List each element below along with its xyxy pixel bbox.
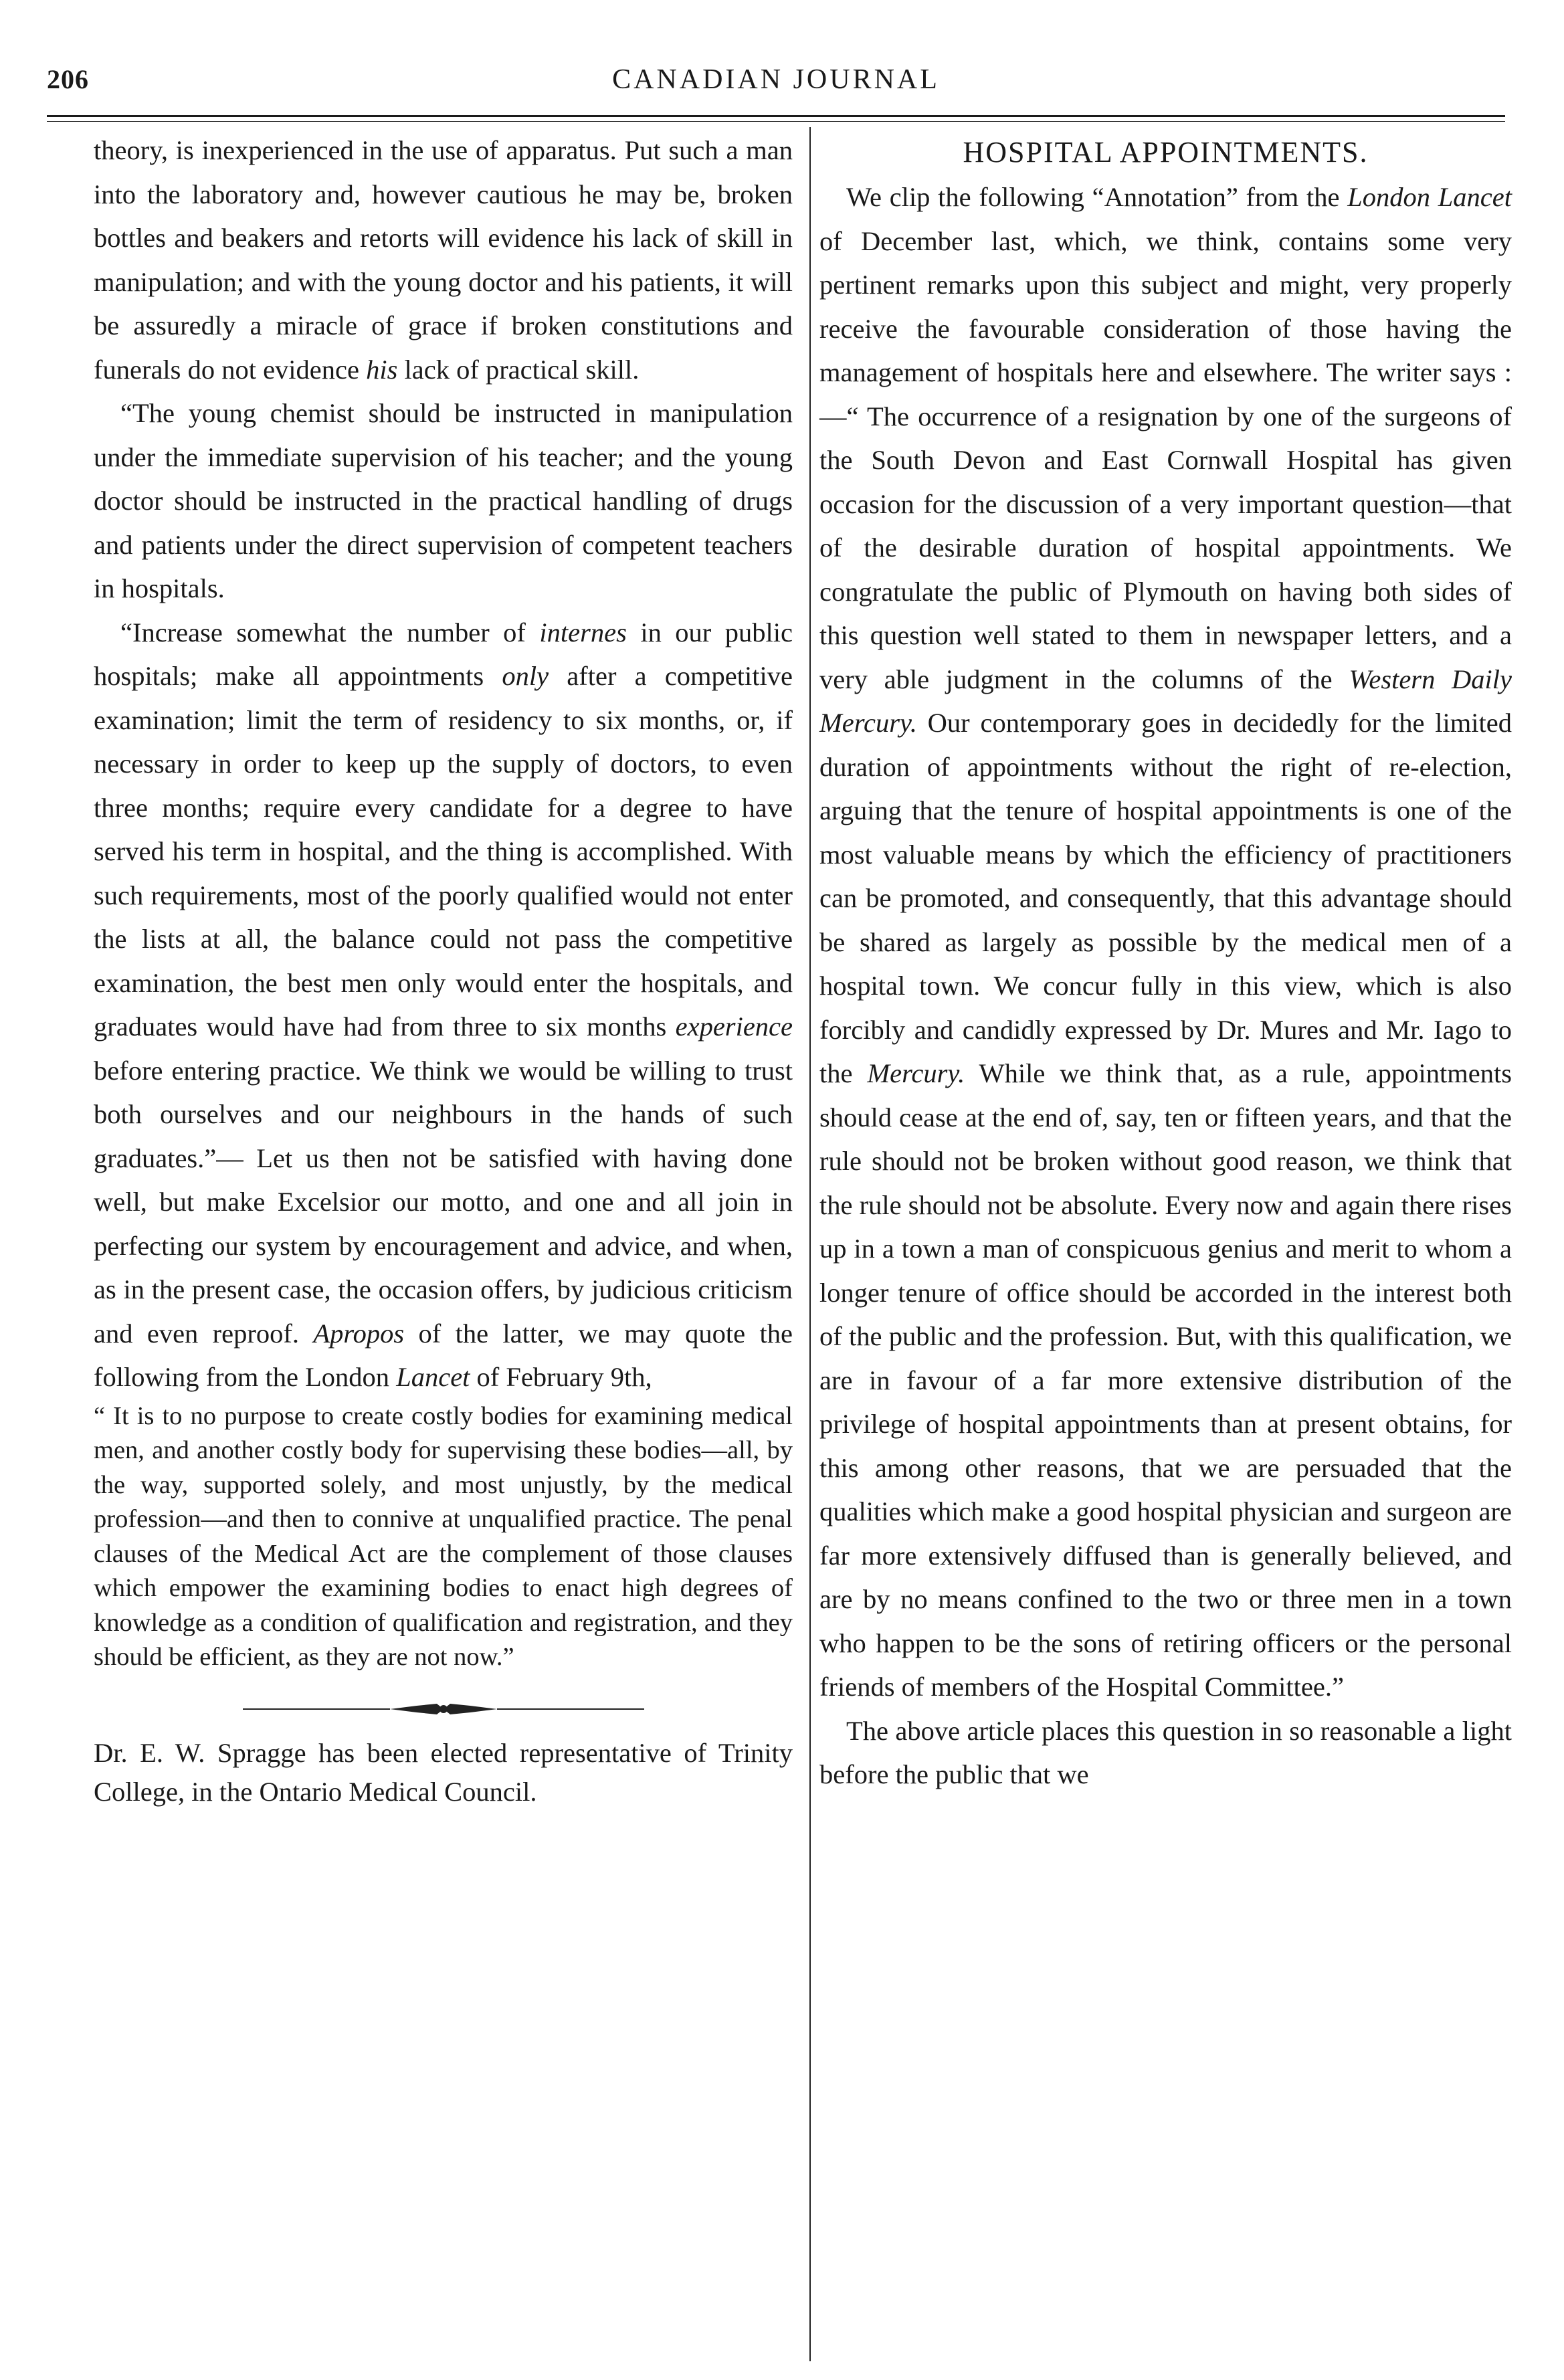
left-p3-em-only: only [502, 661, 549, 691]
appointment-notice: Dr. E. W. Spragge has been elected representative of Trinity College, in the Ontario Medical Council. [94, 1737, 793, 1807]
left-p3-d: before entering practice. We think we would be willing to trust both ourselves and our neighbours in the hands of such graduates.”— Let us then not be satisfied with having done well, but make Excelsior our motto, and one and all join in perfecting our system by encouragement and advice, and when, as in the present case, the occasion offers, by judicious criticism and even reproof. [94, 1055, 793, 1349]
page-number: 206 [47, 64, 89, 94]
left-p3-a: “Increase somewhat the number of [120, 617, 540, 648]
right-paragraph-1 [819, 175, 1512, 1709]
left-p1-end: lack of practical skill. [397, 354, 640, 385]
left-p3-em-lancet: Lancet [396, 1362, 470, 1392]
ornamental-rule-icon [236, 1702, 651, 1716]
section-title: HOSPITAL APPOINTMENTS. [963, 136, 1369, 169]
left-column [94, 128, 793, 1811]
running-head-title: CANADIAN JOURNAL [612, 64, 940, 95]
right-paragraph-2: The above article places this question in so reasonable a light before the public that we [819, 1715, 1512, 1789]
left-p1-text: theory, is inexperienced in the use of apparatus. Put such a man into the laboratory and, however cautious he may be, broken bottles and beakers and retorts will evidence his lack of skill in manipulation; and with the young doctor and his patients, it will be assuredly a miracle of grace if broken constitutions and funerals do not evidence [94, 135, 793, 385]
left-p3-f: of February 9th, [470, 1362, 652, 1392]
left-p3-em-experience: experience [675, 1011, 793, 1042]
right-p1-d: While we think that, as a rule, appointments should cease at the end of, say, ten or fifteen years, and that the rule should not be broken without good reason, we think that the rule should not be absolute. Every now and again there rises up in a town a man of conspicuous genius and merit to whom a longer tenure of office should be accorded in the interest both of the public and the profession. But, with this qualification, we are in favour of a far more extensive distribution of the privilege of hospital appointments than at present obtains, for this among other reasons, that we are persuaded that the qualities which make a good hospital physician and surgeon are far more extensively diffused than is generally believed, and are by no means confined to the two or three men in a town who happen to be the sons of retiring officers or the personal friends of members of the Hospital Committee.” [819, 1058, 1512, 1702]
left-paragraph-2: “The young chemist should be instructed in manipulation under the immediate supervision of his teacher; and the young doctor should be instructed in the practical handling of drugs and patients under the direct supervision of competent teachers in hospitals. [94, 398, 793, 603]
left-p3-c: after a competitive examination; limit the term of residency to six months, or, if necessary in order to keep up the supply of doctors, to even three months; require every candidate for a degree to have served his term in hospital, and the thing is accomplished. With such requirements, most of the poorly qualified would not enter the lists at all, the balance could not pass the competitive examination, the best men only would enter the hospitals, and graduates would have had from three to six months [94, 661, 793, 1042]
page-header [47, 64, 1505, 104]
left-paragraph-3 [94, 611, 793, 1399]
left-p1-emphasis: his [366, 354, 398, 385]
right-p1-em-western-daily-mercury: Western Daily Mercury. [819, 664, 1512, 738]
right-column [819, 128, 1512, 1797]
right-p1-c: Our contemporary goes in decidedly for the limited duration of appointments without the right of re-election, arguing that the tenure of hospital appointments is one of the most valuable means by which the efficiency of practitioners can be promoted, and consequently, that this advantage should be shared as largely as possible by the medical men of a hospital town. We concur fully in this view, which is also forcibly and candidly expressed by Dr. Mures and Mr. Iago to the [819, 708, 1512, 1088]
header-rule-thin [47, 121, 1505, 122]
column-divider [809, 127, 811, 2361]
left-p3-b: in our public hospitals; make all appointments [94, 617, 793, 691]
left-p3-e: of the latter, we may quote the following from the London [94, 1318, 793, 1392]
header-rule [47, 115, 1505, 117]
right-p1-a: We clip the following “Annotation” from the [846, 182, 1348, 212]
left-quoted-passage: “ It is to no purpose to create costly bodies for examining medical men, and another costly body for supervising these bodies—all, by the way, supported solely, and most unjustly, by the medical profession—and then to connive at unqualified practice. The penal clauses of the Medical Act are the complement of those clauses which empower the examining bodies to enact high degrees of knowledge as a condition of qualification and registration, and they should be efficient, as they are not now.” [94, 1401, 793, 1671]
left-p3-em-apropos: Apropos [313, 1318, 405, 1349]
right-p1-b: of December last, which, we think, contains some very pertinent remarks upon this subject and might, very properly receive the favourable consideration of those having the management of hospitals here and elsewhere. The writer says :—“ The occurrence of a resignation by one of the surgeons of the South Devon and East Cornwall Hospital has given occasion for the discussion of a very important question—that of the desirable duration of hospital appointments. We congratulate the public of Plymouth on having both sides of this question well stated to them in newspaper letters, and a very able judgment in the columns of the [819, 225, 1512, 694]
right-p1-em-london-lancet: London Lancet [1347, 182, 1512, 212]
left-paragraph-1 [94, 128, 793, 391]
right-p1-em-mercury: Mercury. [867, 1058, 965, 1088]
left-p3-em-internes: internes [539, 617, 627, 648]
